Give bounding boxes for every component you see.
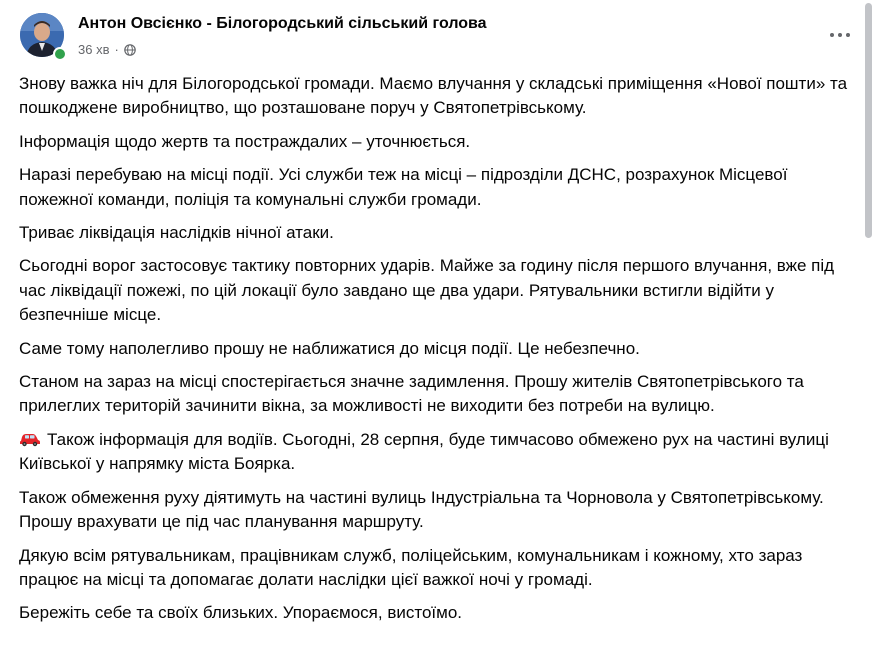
post-meta xyxy=(78,42,136,57)
post-time[interactable]: 36 хв xyxy=(78,42,110,57)
post-paragraph: Сьогодні ворог застосовує тактику повторних ударів. Майже за годину після першого влучання, вже під час ліквідації пожежі, по цій локації було завдано ще два удари. Рятувальники встигли відійти у безпечніше місце. xyxy=(19,256,835,325)
more-horizontal-icon xyxy=(830,33,834,37)
scrollbar-thumb[interactable] xyxy=(865,3,872,238)
post-paragraph: Триває ліквідація наслідків нічної атаки. xyxy=(19,223,334,243)
post-paragraph: Також обмеження руху діятимуть на частині вулиць Індустріальна та Чорновола у Святопетрівському. Прошу врахувати це під час планування маршруту. xyxy=(19,487,824,532)
post-paragraph-text: Також інформація для водіїв. Сьогодні, 28 серпня, буде тимчасово обмежено рух на частині вулиці Київської у напрямку міста Боярка. xyxy=(19,429,829,474)
online-status-dot xyxy=(53,47,67,61)
post-paragraph: Бережіть себе та своїх близьких. Упораємося, вистоїмо. xyxy=(19,603,463,623)
post-paragraph-drivers xyxy=(19,428,855,477)
post-text xyxy=(19,72,855,635)
post-paragraph: Знову важка ніч для Білогородської громади. Маємо влучання у складські приміщення «Нової пошти» та пошкоджене виробництво, що розташоване поруч у Святопетрівському. xyxy=(19,74,848,118)
post-paragraph: Станом на зараз на місці спостерігається значне задимлення. Прошу жителів Святопетрівського та прилеглих територій зачинити вікна, за можливості не виходити без потреби на вулицю. xyxy=(19,372,804,416)
scrollbar[interactable] xyxy=(862,0,873,652)
car-icon xyxy=(19,430,41,446)
post-header xyxy=(0,0,873,70)
meta-separator: · xyxy=(114,42,119,57)
globe-icon xyxy=(124,44,136,56)
post-paragraph: Інформація щодо жертв та постраждалих – уточнюється. xyxy=(19,131,471,151)
post-paragraph: Саме тому наполегливо прошу не наближатися до місця події. Це небезпечно. xyxy=(19,338,640,358)
more-options-button[interactable] xyxy=(822,22,858,48)
post-paragraph: Наразі перебуваю на місці події. Усі служби теж на місці – підрозділи ДСНС, розрахунок Місцевої пожежної команди, поліція та комунальні служби громади. xyxy=(19,165,788,209)
author-name[interactable]: Антон Овсієнко - Білогородський сільський голова xyxy=(78,15,487,32)
post-paragraph: Дякую всім рятувальникам, працівникам служб, поліцейським, комунальникам і кожному, хто зараз працює на місці та допомагає долати наслідки цієї важкої ночі у громаді. xyxy=(19,545,803,589)
